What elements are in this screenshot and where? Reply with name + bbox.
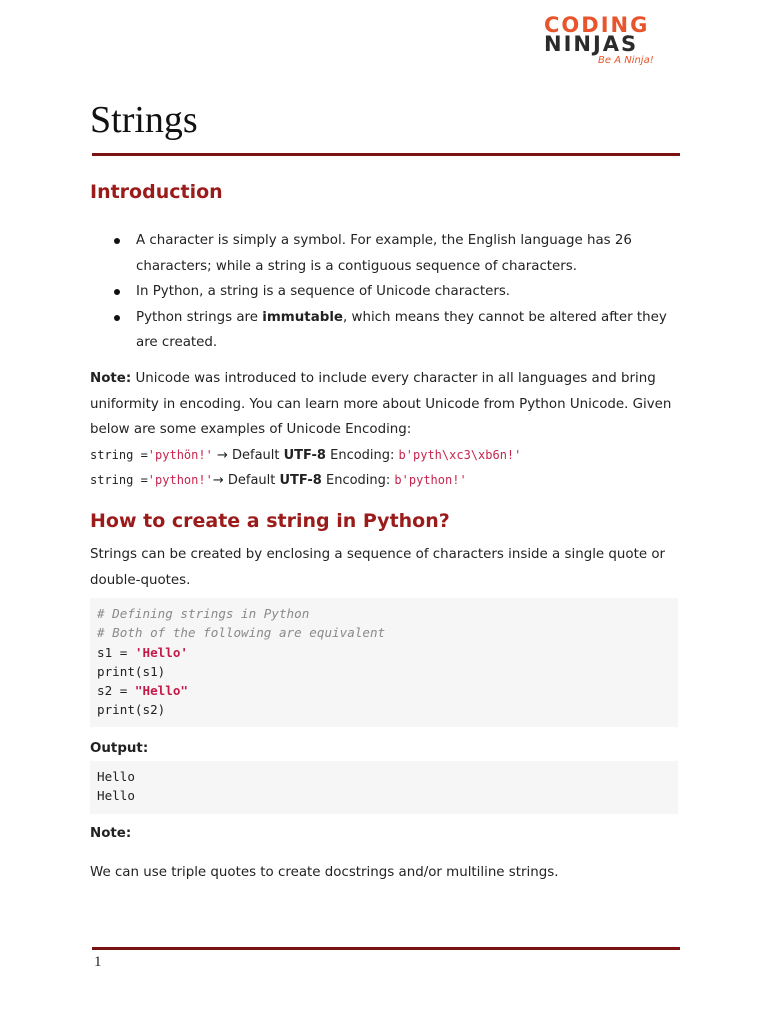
encoding-example-2: [90, 470, 467, 491]
page-title: Strings: [90, 99, 198, 141]
string-value: 'python!': [147, 473, 213, 487]
create-heading: How to create a string in Python?: [90, 510, 450, 532]
list-item: In Python, a string is a sequence of Unicode characters.: [112, 279, 682, 305]
code-comment: # Both of the following are equivalent: [97, 625, 386, 641]
encoded-bytes: b'python!': [394, 473, 467, 487]
encoding-label: Encoding:: [325, 448, 399, 463]
page-number: 1: [94, 954, 102, 970]
logo-line2: [544, 34, 638, 55]
intro-heading: Introduction: [90, 181, 223, 203]
coding-ninjas-logo: [544, 15, 660, 67]
output-line: Hello: [97, 769, 135, 784]
encoding-label: Encoding:: [321, 473, 395, 488]
code-line: [97, 643, 671, 662]
code-line: [97, 681, 671, 700]
arrow-text: → Default: [212, 473, 280, 488]
logo-line2-text: NINJAS: [544, 32, 639, 56]
output-label: Output:: [90, 741, 149, 756]
output-line: Hello: [97, 788, 135, 804]
create-text: Strings can be created by enclosing a sequence of characters inside a single quote or double-quotes.: [90, 547, 666, 588]
bullet-text-before: Python strings are: [136, 309, 263, 325]
note-text: Unicode was introduced to include every character in all languages and bring uniformity in encoding. You can learn more about Unicode from Python Unicode. Given below are some examples of Unicode Encoding:: [90, 371, 672, 437]
triple-quotes-note: We can use triple quotes to create docstrings and/or multiline strings.: [90, 865, 559, 880]
code-string-literal: "Hello": [134, 683, 188, 699]
string-value: 'pythön!': [147, 448, 213, 462]
unicode-note: [90, 366, 680, 443]
encoding-example-1: [90, 445, 521, 466]
code-string: string =: [90, 448, 148, 462]
code-assign: s1 =: [97, 644, 135, 660]
bullet-text-after: , which means they cannot be altered after they are created.: [136, 309, 667, 350]
code-line: print(s1): [97, 663, 166, 679]
code-comment: # Defining strings in Python: [97, 606, 310, 621]
title-divider: [92, 153, 680, 156]
code-line: print(s2): [97, 702, 166, 718]
arrow-text: → Default: [212, 448, 284, 463]
code-block: [90, 598, 678, 727]
footer-divider: [92, 947, 680, 950]
list-item: [112, 305, 682, 356]
logo-line1-text: CODING: [544, 13, 650, 37]
output-block: [90, 761, 678, 814]
logo-tagline: Be A Ninja!: [598, 55, 654, 66]
note-label: Note:: [90, 371, 132, 386]
encoding-name: UTF-8: [279, 473, 322, 488]
encoding-name: UTF-8: [283, 448, 326, 463]
code-string: string =: [90, 473, 148, 487]
code-assign: s2 =: [97, 683, 135, 699]
intro-bullet-list: [112, 228, 682, 356]
code-string-literal: 'Hello': [134, 644, 188, 660]
note-heading: Note:: [90, 826, 132, 841]
encoded-bytes: b'pyth\xc3\xb6n!': [398, 448, 522, 462]
list-item: A character is simply a symbol. For example, the English language has 26 characters; while a string is a contiguous sequence of characters.: [112, 228, 682, 279]
immutable-bold: immutable: [262, 309, 343, 325]
